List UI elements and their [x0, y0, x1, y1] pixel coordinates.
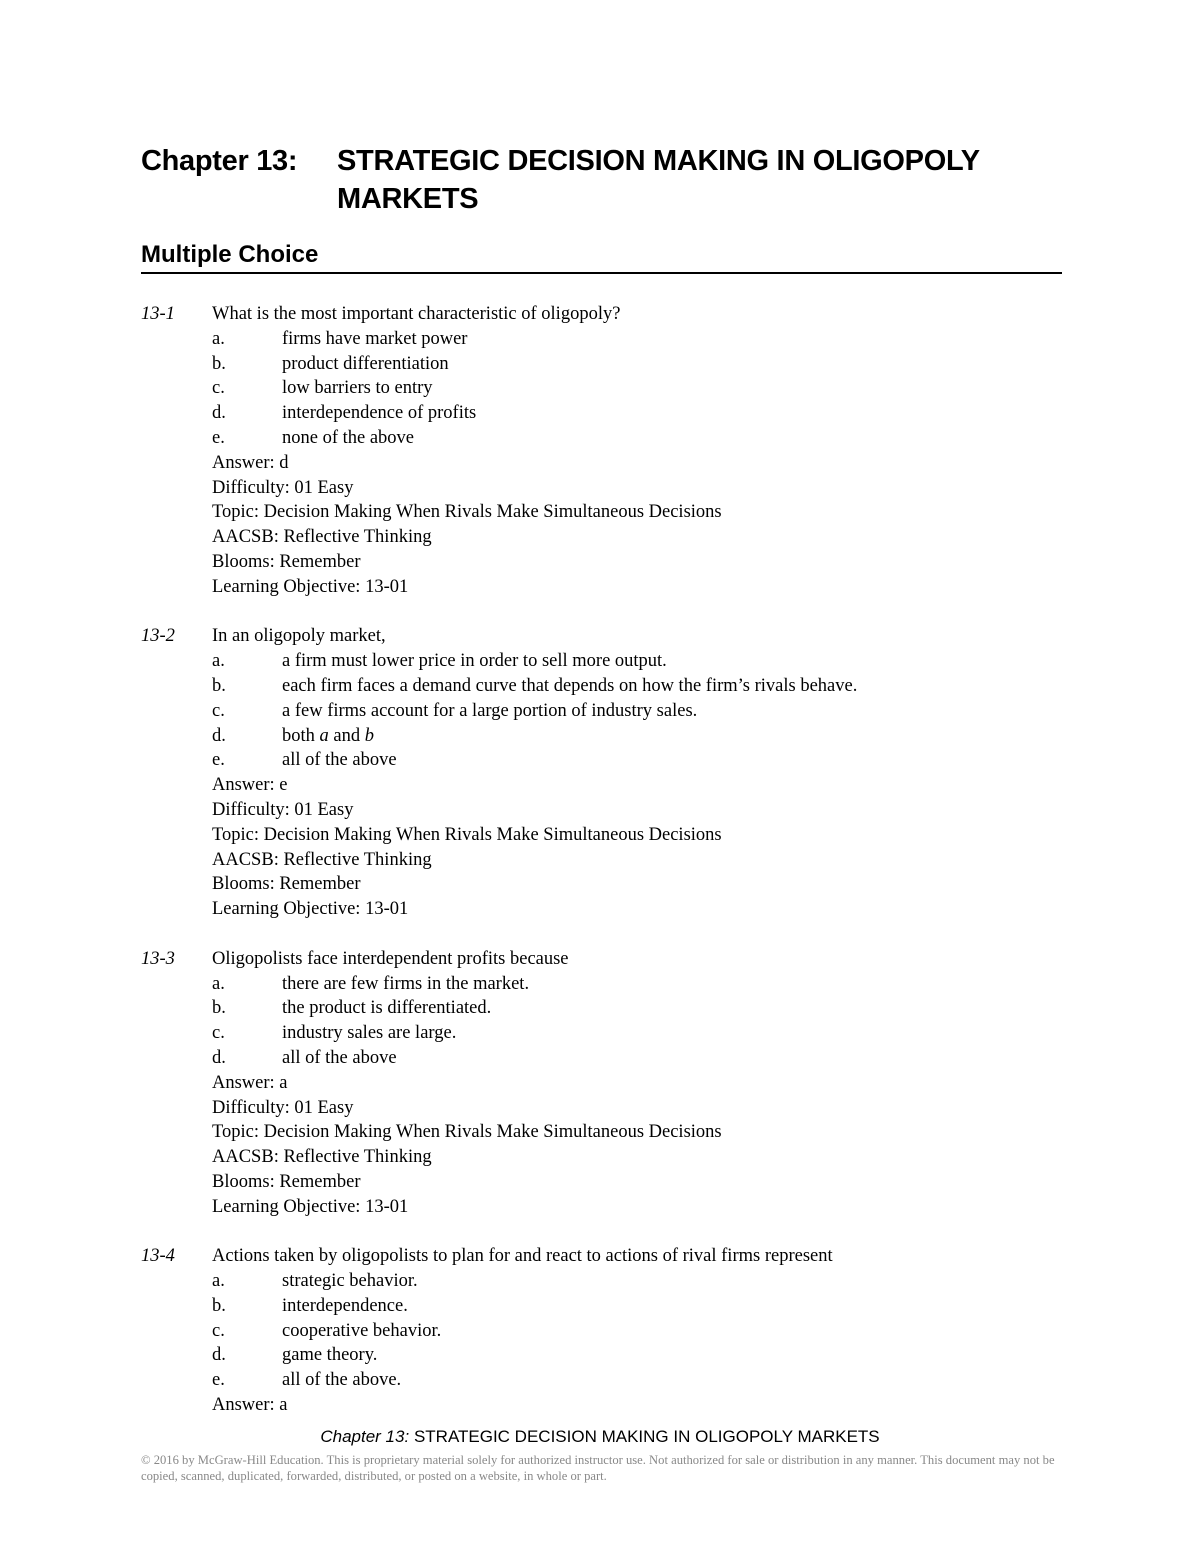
question-number: 13-2	[141, 626, 175, 647]
footer-chapter-title	[0, 1427, 1200, 1447]
option-d	[212, 1046, 1081, 1071]
difficulty-line: Difficulty: 01 Easy	[212, 799, 354, 820]
option-c	[212, 1319, 1081, 1344]
footer-chapter-label: Chapter 13:	[320, 1427, 410, 1446]
question-stem: In an oligopoly market,	[212, 626, 386, 647]
option-text: product differentiation	[282, 353, 449, 374]
aacsb-line: AACSB: Reflective Thinking	[212, 1147, 432, 1168]
option-text: each firm faces a demand curve that depends on how the firm’s rivals behave.	[282, 675, 858, 696]
option-e	[212, 748, 1081, 773]
option-b	[212, 1294, 1081, 1319]
option-a	[212, 327, 1081, 352]
option-c	[212, 699, 1081, 724]
option-text: a firm must lower price in order to sell more output.	[282, 651, 667, 672]
blooms-line: Blooms: Remember	[212, 551, 361, 572]
option-a	[212, 1269, 1081, 1294]
option-letter: b.	[212, 998, 226, 1019]
option-letter: a.	[212, 973, 225, 994]
aacsb-line: AACSB: Reflective Thinking	[212, 527, 432, 548]
option-text: interdependence of profits	[282, 403, 477, 424]
aacsb-line: AACSB: Reflective Thinking	[212, 849, 432, 870]
option-text: the product is differentiated.	[282, 998, 492, 1019]
option-emphasis: a	[319, 725, 329, 746]
option-letter: d.	[212, 1047, 226, 1068]
option-letter: b.	[212, 1295, 226, 1316]
option-text: cooperative behavior.	[282, 1320, 442, 1341]
objective-line: Learning Objective: 13-01	[212, 899, 409, 920]
chapter-label: Chapter 13:	[141, 145, 298, 177]
question-13-4	[141, 1244, 1081, 1418]
option-text-mid: and	[333, 725, 361, 746]
difficulty-line: Difficulty: 01 Easy	[212, 477, 354, 498]
option-letter: e.	[212, 1370, 225, 1391]
question-number: 13-3	[141, 948, 175, 969]
question-number: 13-1	[141, 304, 175, 324]
option-letter: c.	[212, 1023, 225, 1044]
option-text: all of the above	[282, 750, 397, 771]
blooms-line: Blooms: Remember	[212, 874, 361, 895]
question-13-1	[141, 302, 1081, 600]
option-text: both	[282, 725, 315, 746]
option-b	[212, 674, 1081, 699]
option-text: low barriers to entry	[282, 378, 433, 399]
option-text: industry sales are large.	[282, 1023, 457, 1044]
option-letter: d.	[212, 725, 226, 746]
question-list	[141, 302, 1081, 1443]
option-text: interdependence.	[282, 1295, 408, 1316]
copyright-notice: © 2016 by McGraw-Hill Education. This is proprietary material solely for authorized instructor use. Not authorized for sale or distribution in any manner. This document may not be copied, scanned, duplicated, forwarded, distributed, or posted on a website, in whole or part.	[141, 1453, 1055, 1483]
question-13-2	[141, 624, 1081, 922]
question-number: 13-4	[141, 1246, 175, 1267]
section-heading: Multiple Choice	[141, 240, 1062, 274]
option-text: none of the above	[282, 427, 415, 448]
option-d	[212, 1343, 1081, 1368]
option-letter: e.	[212, 750, 225, 771]
blooms-line: Blooms: Remember	[212, 1171, 361, 1192]
option-letter: e.	[212, 427, 225, 448]
option-text: all of the above.	[282, 1370, 402, 1391]
option-b	[212, 352, 1081, 377]
option-text: firms have market power	[282, 328, 468, 349]
objective-line: Learning Objective: 13-01	[212, 1196, 409, 1217]
answer-line: Answer: d	[212, 452, 289, 473]
option-letter: b.	[212, 353, 226, 374]
option-a	[212, 649, 1081, 674]
option-letter: b.	[212, 675, 226, 696]
answer-line: Answer: e	[212, 775, 288, 796]
option-letter: a.	[212, 1271, 225, 1292]
option-emphasis: b	[364, 725, 374, 746]
option-text: a few firms account for a large portion of industry sales.	[282, 700, 698, 721]
option-text: all of the above	[282, 1047, 397, 1068]
option-text: there are few firms in the market.	[282, 973, 530, 994]
chapter-title-text: STRATEGIC DECISION MAKING IN OLIGOPOLY MARKETS	[337, 145, 980, 215]
option-c	[212, 1021, 1081, 1046]
option-d	[212, 724, 1081, 749]
topic-line: Topic: Decision Making When Rivals Make Simultaneous Decisions	[212, 1122, 722, 1143]
topic-line: Topic: Decision Making When Rivals Make Simultaneous Decisions	[212, 824, 722, 845]
difficulty-line: Difficulty: 01 Easy	[212, 1097, 354, 1118]
objective-line: Learning Objective: 13-01	[212, 576, 409, 597]
option-letter: a.	[212, 651, 225, 672]
option-letter: c.	[212, 1320, 225, 1341]
option-text: strategic behavior.	[282, 1271, 418, 1292]
question-stem: Actions taken by oligopolists to plan for and react to actions of rival firms represent	[212, 1246, 833, 1267]
footer-chapter-text: STRATEGIC DECISION MAKING IN OLIGOPOLY MARKETS	[413, 1427, 880, 1446]
option-d	[212, 401, 1081, 426]
answer-line: Answer: a	[212, 1072, 288, 1093]
option-e	[212, 1368, 1081, 1393]
question-13-3	[141, 947, 1081, 1220]
option-a	[212, 972, 1081, 997]
topic-line: Topic: Decision Making When Rivals Make Simultaneous Decisions	[212, 502, 722, 523]
option-letter: d.	[212, 1345, 226, 1366]
question-stem: Oligopolists face interdependent profits because	[212, 948, 569, 969]
option-text: game theory.	[282, 1345, 378, 1366]
option-letter: d.	[212, 403, 226, 424]
option-letter: c.	[212, 378, 225, 399]
question-stem: What is the most important characteristic of oligopoly?	[212, 304, 621, 324]
option-c	[212, 376, 1081, 401]
option-b	[212, 996, 1081, 1021]
option-letter: c.	[212, 700, 225, 721]
option-e	[212, 426, 1081, 451]
option-letter: a.	[212, 328, 225, 349]
answer-line: Answer: a	[212, 1395, 288, 1416]
